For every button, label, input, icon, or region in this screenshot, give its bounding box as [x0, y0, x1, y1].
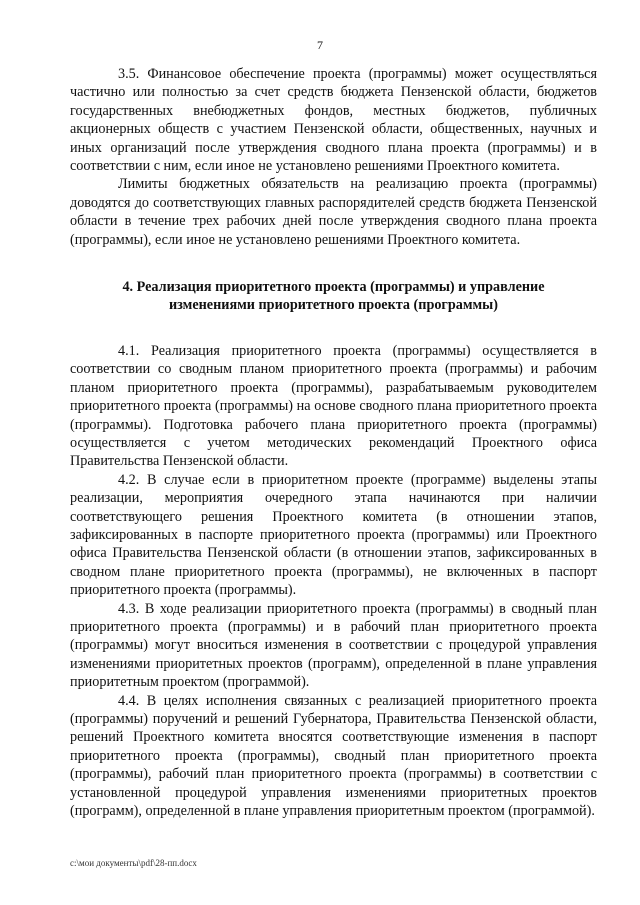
document-body: [70, 65, 597, 820]
footer-file-path: c:\мои документы\pdf\28-пп.docx: [70, 858, 197, 868]
paragraph-3-5: 3.5. Финансовое обеспечение проекта (программы) может осуществляться частично или полностью за счет средств бюджета Пензенской области, бюджетов государственных внебюджетных фондов, местных бюджетов, публичных акционерных обществ с участием Пензенской области, общественных, научных и иных организаций после утверждения сводного плана проекта (программы) и в соответствии с ним, если иное не установлено решениями Проектного комитета.: [70, 66, 597, 175]
section-4-heading: 4. Реализация приоритетного проекта (программы) и управление изменениями приоритетного проекта (программы): [122, 279, 545, 314]
paragraph-budget-limits: Лимиты бюджетных обязательств на реализацию проекта (программы) доводятся до соответствующих главных распорядителей средств бюджета Пензенской области в течение трех рабочих дней после утверждения сводного плана проекта (программы), если иное не установлено решениями Проектного комитета.: [70, 176, 597, 248]
paragraph-4-1: 4.1. Реализация приоритетного проекта (программы) осуществляется в соответствии со сводным планом приоритетного проекта (программы) и рабочим планом приоритетного проекта (программы), разрабатываемым руководителем приоритетного проекта (программы) на основе сводного плана приоритетного проекта (программы). Подготовка рабочего плана приоритетного проекта (программы) осуществляется с учетом методических рекомендаций Проектного офиса Правительства Пензенской области.: [70, 342, 597, 470]
paragraph-4-3: 4.3. В ходе реализации приоритетного проекта (программы) в сводный план приоритетного проекта (программы) и в рабочий план приоритетного проекта (программы) могут вноситься изменения в соответствии с процедурой управления изменениями приоритетных проектов (программ), определенной в плане управления приоритетным проектом (программой).: [70, 600, 597, 691]
page-number: 7: [317, 38, 323, 52]
paragraph-4-2: 4.2. В случае если в приоритетном проекте (программе) выделены этапы реализации, мероприятия очередного этапа начинаются при наличии соответствующего решения Проектного комитета (в отношении этапов, зафиксированных в паспорте приоритетного проекта (программы) или Проектного офиса Правительства Пензенской области (в отношении этапов, зафиксированных в сводном плане приоритетного проекта (программы), не включенных в паспорт приоритетного проекта (программы).: [70, 471, 597, 599]
paragraph-4-4: 4.4. В целях исполнения связанных с реализацией приоритетного проекта (программы) поручений и решений Губернатора, Правительства Пензенской области, решений Проектного комитета вносятся соответствующие изменения в паспорт приоритетного проекта (программы), сводный план приоритетного проекта (программы), рабочий план приоритетного проекта (программы) в соответствии с установленной процедурой управления изменениями приоритетных проектов (программ), определенной в плане управления приоритетным проектом (программой).: [70, 692, 597, 820]
